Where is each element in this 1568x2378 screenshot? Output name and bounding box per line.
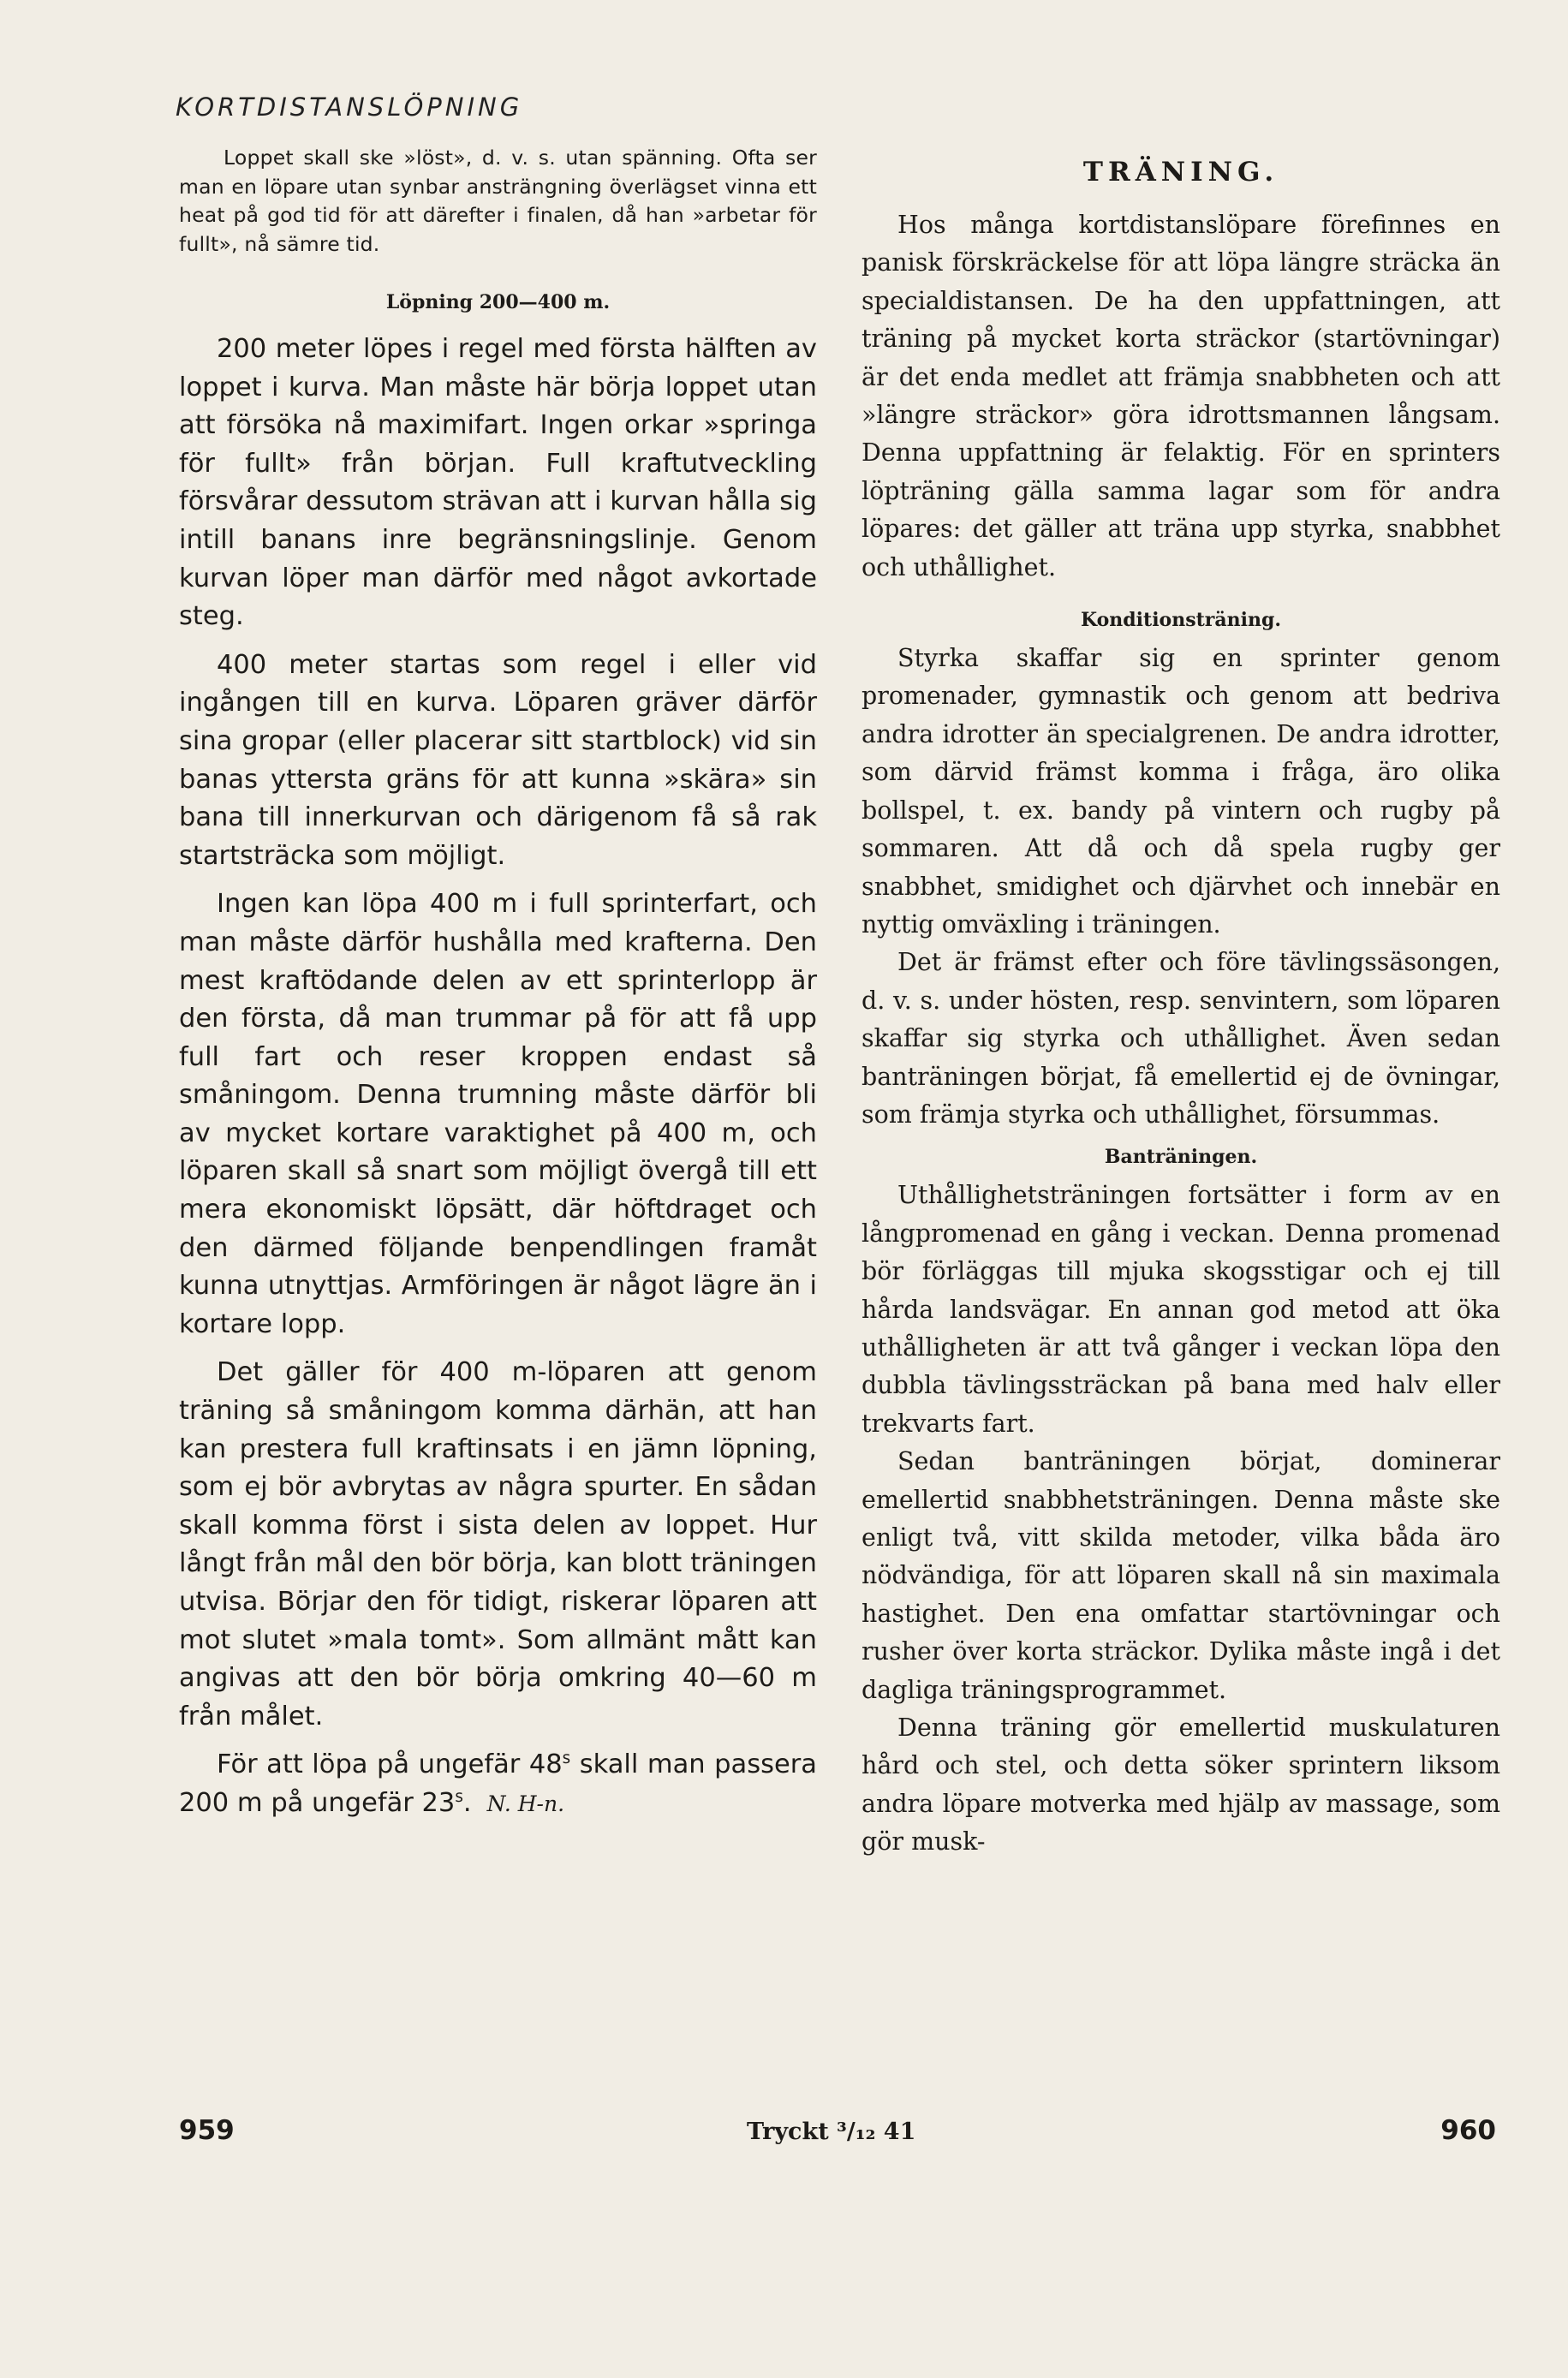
paragraph: Det är främst efter och före tävlingssäsongen, d. v. s. under hösten, resp. senvintern, som löparen skaffar sig styrka och uthållighet. Även sedan banträningen börjat, få emellertid ej de övningar, som främja styrka och uthållighet, försummas. [862,948,1500,1129]
seconds-superscript: s [455,1787,463,1806]
subheading-bantraningen: Banträningen. [1104,1146,1258,1169]
paragraph: Hos många kortdistanslöpare förefinnes en panisk förskräckelse för att löpa längre sträcka än specialdistansen. De ha den uppfattningen, att träning på mycket korta sträckor (startövningar) är det enda medlet att främja snabbheten och att »längre sträckor» göra idrottsmannen långsam. Denna uppfattning är felaktig. För en sprinters löpträning gälla samma lagar som för andra löpares: det gäller att träna upp styrka, snabbhet och uthållighet. [862,211,1500,581]
closing-text-c: . [462,1787,472,1818]
paragraph: 200 meter löpes i regel med första hälften av loppet i kurva. Man måste här börja loppet utan att försöka nå maximifart. Ingen orkar »springa för fullt» från början. Full kraftutveckling försvårar dessutom strävan att i kurvan hålla sig intill banans inre begränsningslinje. Genom kurvan löper man därför med något avkortade steg. [179,334,817,632]
paragraph: Det gäller för 400 m-löparen att genom träning så småningom komma därhän, att han kan prestera full kraftinsats i en jämn löpning, som ej bör avbrytas av några spurter. En sådan skall komma först i sista delen av loppet. Hur långt från mål den bör börja, kan blott träningen utvisa. Börjar den för tidigt, riskerar löparen att mot slutet »mala tomt». Som allmänt mått kan angivas att den bör börja omkring 40—60 m från målet. [179,1357,817,1731]
intro-paragraph: Loppet skall ske »löst», d. v. s. utan spänning. Ofta ser man en löpare utan synbar ansträngning överlägset vinna ett heat på god tid för att därefter i finalen, då han »arbetar för fullt», nå sämre tid. [179,146,817,256]
section-title: Löpning 200—400 m. [385,291,611,313]
paragraph: 400 meter startas som regel i eller vid ingången till en kurva. Löparen gräver därför sina gropar (eller placerar sitt startblock) vid sin banas yttersta gräns för att kunna »skära» sin bana till innerkurvan och därigenom få så rak startsträcka som möjligt. [179,649,817,871]
closing-text-a: För att löpa på ungefär 48 [217,1749,563,1780]
paragraph: Sedan banträningen börjat, dominerar emellertid snabbhetsträningen. Denna måste ske enligt två, vitt skilda metoder, vilka båda äro nödvändiga, för att löparen skall nå sin maximala hastighet. Den ena omfattar startövningar och rusher över korta sträckor. Dylika måste ingå i det dagliga träningsprogrammet. [862,1447,1500,1704]
print-date-note: Tryckt ³/₁₂ 41 [747,2119,916,2145]
paragraph: Denna träning gör emellertid muskulaturen hård och stel, och detta söker sprintern liksom andra löpare motverka med hjälp av massage, som gör musk- [862,1713,1500,1857]
seconds-superscript: s [562,1749,571,1768]
subheading-konditionstraning: Konditionsträning. [1080,609,1282,632]
paragraph: Ingen kan löpa 400 m i full sprinterfart, och man måste därför hushålla med krafterna. Den mest kraftödande delen av ett sprinterlopp är den första, då man trummar på för att få upp full fart och reser kroppen endast så småningom. Denna trumning måste därför bli av mycket kortare varaktighet på 400 m, och löparen skall så snart som möjligt övergå till ett mera ekonomiskt löpsätt, där höftdraget och den därmed följande benpendlingen framåt kunna utnyttjas. Armföringen är något lägre än i kortare lopp. [179,889,817,1339]
closing-text-b: skall man passera 200 m på ungefär 23 [179,1749,817,1818]
running-head: KORTDISTANSLÖPNING [176,92,523,122]
author-signature: N. H-n. [486,1791,565,1816]
page-number-right: 960 [1440,2115,1496,2146]
page-number-left: 959 [179,2115,235,2146]
training-heading: TRÄNING. [1082,157,1279,188]
paragraph: Styrka skaffar sig en sprinter genom promenader, gymnastik och genom att bedriva andra idrotter än specialgrenen. De andra idrotter, som därvid främst komma i fråga, äro olika bollspel, t. ex. bandy på vintern och rugby på sommaren. Att då och då spela rugby ger snabbhet, smidighet och djärvhet och innebär en nyttig omväxling i träningen. [862,644,1500,939]
right-column [862,157,1500,1862]
closing-paragraph [179,1746,817,1823]
paragraph: Uthållighetsträningen fortsätter i form av en långpromenad en gång i veckan. Denna promenad bör förläggas till mjuka skogsstigar och ej till hårda landsvägar. En annan god metod att öka uthålligheten är att två gånger i veckan löpa den dubbla tävlingssträckan på bana med halv eller trekvarts fart. [862,1181,1500,1438]
left-column [179,144,817,1824]
